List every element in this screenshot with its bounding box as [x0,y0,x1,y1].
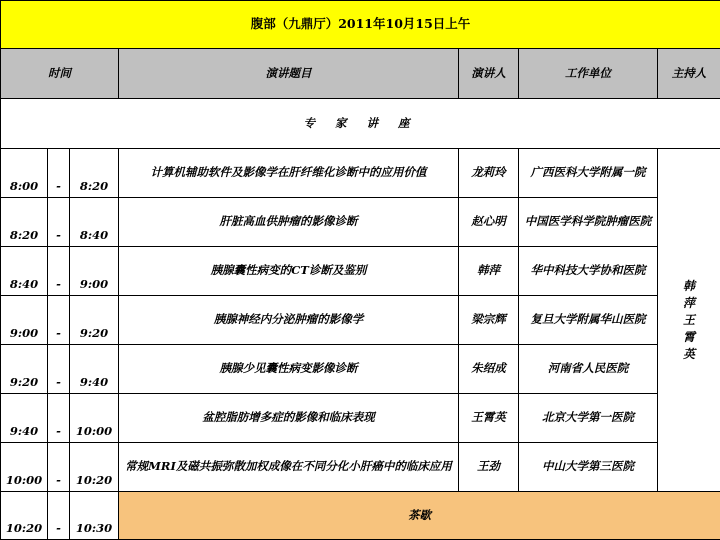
table-row [1,296,720,345]
header-host: 主持人 [658,49,720,99]
talk-unit: 河南省人民医院 [519,345,658,394]
schedule-title: 腹部（九鼎厅）2011年10月15日上午 [1,1,720,49]
end-time: 9:20 [70,296,119,345]
talk-unit: 中山大学第三医院 [519,443,658,492]
tea-break-label: 茶歇 [119,492,720,540]
time-separator: - [48,345,70,394]
talk-topic: 肝脏高血供肿瘤的影像诊断 [119,198,459,247]
time-separator: - [48,443,70,492]
start-time: 9:40 [1,394,48,443]
talk-topic: 胰腺囊性病变的CT诊断及鉴别 [119,247,459,296]
talk-speaker: 梁宗辉 [459,296,519,345]
break-row [1,492,720,540]
header-time: 时间 [1,49,119,99]
talk-speaker: 赵心明 [459,198,519,247]
section-row [1,99,720,149]
start-time: 10:20 [1,492,48,540]
talk-speaker: 韩萍 [459,247,519,296]
header-unit: 工作单位 [519,49,658,99]
talk-speaker: 朱绍成 [459,345,519,394]
talk-topic: 胰腺少见囊性病变影像诊断 [119,345,459,394]
start-time: 9:00 [1,296,48,345]
table-row [1,198,720,247]
talk-topic: 常规MRI及磁共振弥散加权成像在不同分化小肝癌中的临床应用 [119,443,459,492]
time-separator: - [48,296,70,345]
talk-unit: 广西医科大学附属一院 [519,149,658,198]
table-row [1,394,720,443]
start-time: 8:00 [1,149,48,198]
host-names: 韩萍王霄英 [682,278,695,361]
header-row [1,49,720,99]
start-time: 8:20 [1,198,48,247]
end-time: 10:30 [70,492,119,540]
table-row [1,345,720,394]
talk-topic: 胰腺神经内分泌肿瘤的影像学 [119,296,459,345]
end-time: 10:20 [70,443,119,492]
end-time: 9:40 [70,345,119,394]
talk-speaker: 王劲 [459,443,519,492]
time-separator: - [48,394,70,443]
table-row [1,247,720,296]
time-separator: - [48,247,70,296]
talk-topic: 盆腔脂肪增多症的影像和临床表现 [119,394,459,443]
end-time: 10:00 [70,394,119,443]
time-separator: - [48,198,70,247]
talk-speaker: 王霄英 [459,394,519,443]
end-time: 8:40 [70,198,119,247]
time-separator: - [48,492,70,540]
host-cell [658,149,720,492]
end-time: 8:20 [70,149,119,198]
talk-unit: 北京大学第一医院 [519,394,658,443]
start-time: 9:20 [1,345,48,394]
start-time: 8:40 [1,247,48,296]
title-row [1,1,720,49]
talk-unit: 复旦大学附属华山医院 [519,296,658,345]
talk-topic: 计算机辅助软件及影像学在肝纤维化诊断中的应用价值 [119,149,459,198]
section-title: 专 家 讲 座 [1,99,720,149]
header-speaker: 演讲人 [459,49,519,99]
start-time: 10:00 [1,443,48,492]
end-time: 9:00 [70,247,119,296]
header-topic: 演讲题目 [119,49,459,99]
talk-speaker: 龙莉玲 [459,149,519,198]
talk-unit: 华中科技大学协和医院 [519,247,658,296]
table-row [1,443,720,492]
talk-unit: 中国医学科学院肿瘤医院 [519,198,658,247]
time-separator: - [48,149,70,198]
table-row [1,149,720,198]
